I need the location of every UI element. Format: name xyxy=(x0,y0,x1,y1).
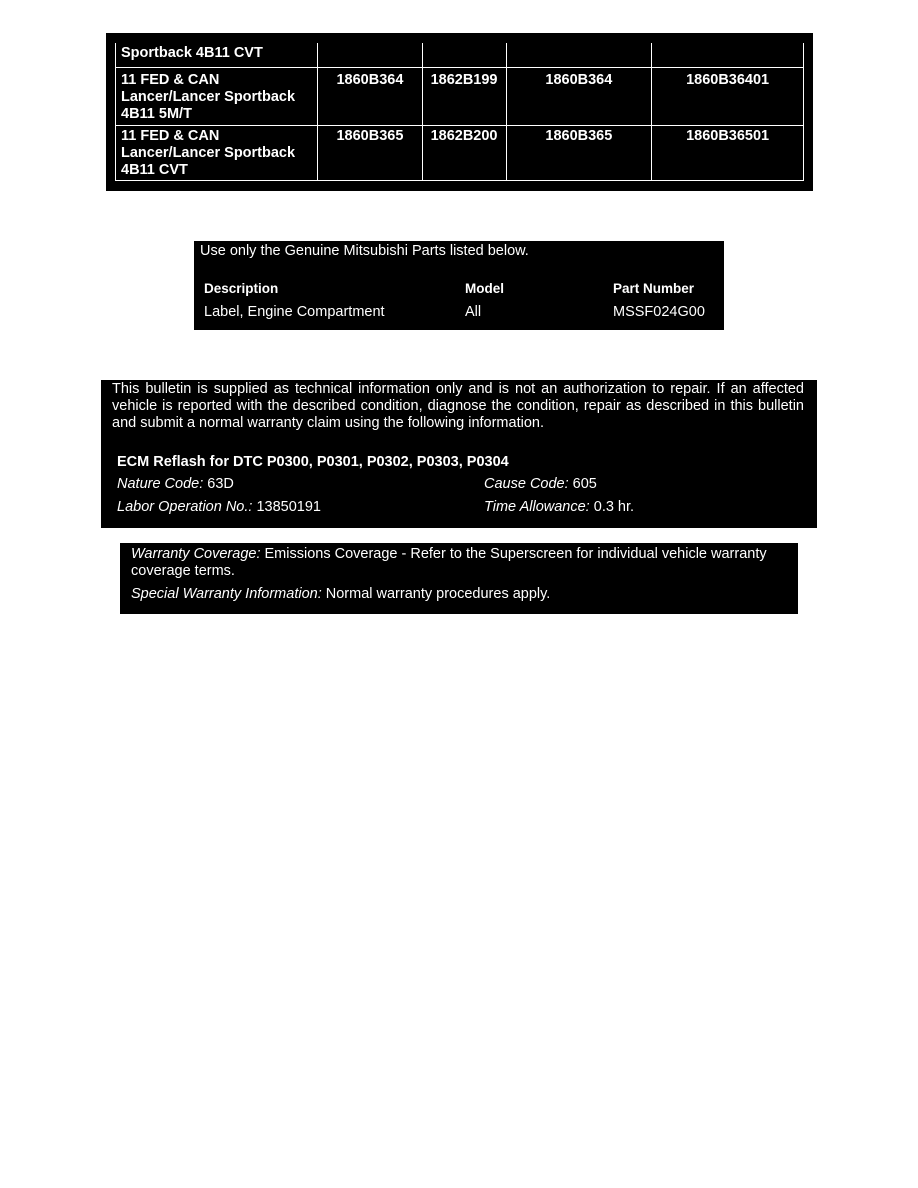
nature-code-label: Nature Code: xyxy=(117,476,204,492)
table-row xyxy=(116,43,804,68)
nature-code-value: 63D xyxy=(207,476,234,492)
table-cell: Sportback 4B11 CVT xyxy=(116,43,318,68)
warranty-info-block xyxy=(101,380,817,528)
table-cell: 1860B36401 xyxy=(652,68,804,125)
parts-header-model: Model xyxy=(465,281,504,296)
special-warranty-info xyxy=(131,586,550,602)
table-cell: 11 FED & CAN Lancer/Lancer Sportback 4B11 5M/T xyxy=(116,68,318,125)
parts-header-description: Description xyxy=(204,281,279,296)
cause-code-value: 605 xyxy=(572,476,597,492)
table-cell xyxy=(318,43,422,68)
table-cell: 1860B364 xyxy=(318,68,422,125)
cause-code-label: Cause Code: xyxy=(484,476,569,492)
special-warranty-label: Special Warranty Information: xyxy=(131,586,322,602)
table-cell: 1860B364 xyxy=(506,68,652,125)
time-allowance-label: Time Allowance: xyxy=(484,499,590,515)
parts-intro: Use only the Genuine Mitsubishi Parts listed below. xyxy=(200,243,529,259)
table-cell: 1860B36501 xyxy=(652,125,804,180)
cause-code xyxy=(484,476,597,492)
nature-code xyxy=(117,476,234,492)
labor-operation xyxy=(117,499,321,515)
claim-title: ECM Reflash for DTC P0300, P0301, P0302, P0303, P0304 xyxy=(117,454,509,470)
labor-operation-label: Labor Operation No.: xyxy=(117,499,253,515)
table-cell xyxy=(422,43,506,68)
table-cell: 1860B365 xyxy=(506,125,652,180)
table-cell xyxy=(506,43,652,68)
parts-block xyxy=(194,241,724,330)
table-cell xyxy=(652,43,804,68)
time-allowance-value: 0.3 hr. xyxy=(593,499,635,515)
labor-operation-value: 13850191 xyxy=(256,499,321,515)
table-row xyxy=(116,68,804,125)
table-row xyxy=(116,125,804,180)
reflash-part-table xyxy=(115,43,804,181)
reflash-part-table-block xyxy=(106,33,813,191)
special-warranty-value: Normal warranty procedures apply. xyxy=(325,586,551,602)
warranty-coverage-label: Warranty Coverage: xyxy=(131,546,261,562)
bulletin-disclaimer: This bulletin is supplied as technical information only and is not an authorization to repair. If an affected vehicle is reported with the described condition, diagnose the condition, repair as described in this bulletin and submit a normal warranty claim using the following information. xyxy=(112,381,804,431)
warranty-coverage-value: Emissions Coverage - Refer to the Superscreen for individual vehicle warranty coverage terms. xyxy=(131,546,767,579)
parts-description: Label, Engine Compartment xyxy=(204,304,385,320)
table-cell: 1862B199 xyxy=(422,68,506,125)
parts-header-part-number: Part Number xyxy=(613,281,695,296)
coverage-block xyxy=(120,543,798,614)
time-allowance xyxy=(484,499,634,515)
table-cell: 1860B365 xyxy=(318,125,422,180)
table-cell: 11 FED & CAN Lancer/Lancer Sportback 4B11 CVT xyxy=(116,125,318,180)
table-cell: 1862B200 xyxy=(422,125,506,180)
warranty-coverage xyxy=(131,546,791,580)
parts-part-number: MSSF024G00 xyxy=(613,304,705,320)
parts-model: All xyxy=(465,304,482,320)
